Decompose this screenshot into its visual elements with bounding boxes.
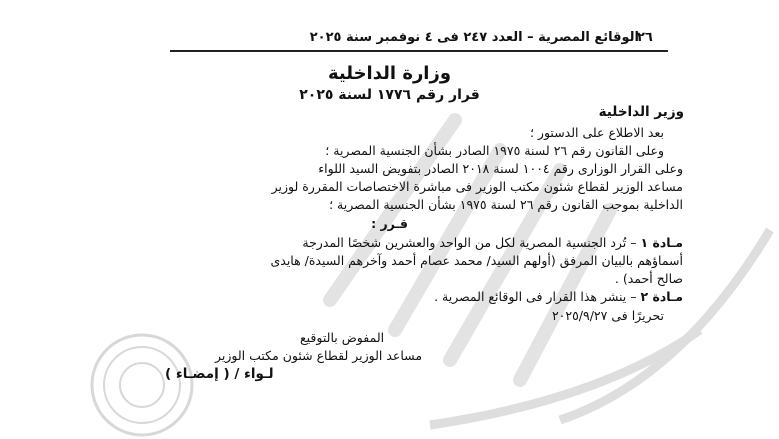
ministry-title: وزارة الداخلية — [327, 63, 452, 84]
header-rule — [170, 50, 668, 52]
decree-number: قرار رقم ١٧٧٦ لسنة ٢٠٢٥ — [299, 87, 480, 103]
preamble-line: وعلى القرار الوزارى رقم ١٠٠٤ لسنة ٢٠١٨ الصادر بتفويض السيد اللواء — [318, 161, 683, 176]
signature-signed: لـواء / ( إمضـاء ) — [165, 366, 274, 382]
signature-delegate: المفوض بالتوقيع — [300, 330, 385, 345]
page-number: ٢٦ — [637, 30, 653, 45]
article-1-line: صالح أحمد) . — [614, 271, 683, 286]
article-1-label: مـادة ١ — [640, 235, 683, 250]
article-1-first-line — [302, 235, 683, 251]
article-2-line — [434, 289, 683, 305]
decides-heading: قـرر : — [371, 216, 408, 231]
issuer-heading: وزير الداخلية — [598, 104, 684, 120]
article-1-line: أسماؤهم بالبيان المرفق (أولهم السيد/ محمد عصام أحمد وآخرهم السيدة/ هايدى — [270, 253, 683, 268]
article-1-text: – تُرد الجنسية المصرية لكل من الواحد والعشرين شخصًا المدرجة — [302, 235, 637, 250]
gazette-header-title: الوقائع المصرية – العدد ٢٤٧ فى ٤ نوفمبر سنة ٢٠٢٥ — [309, 30, 639, 45]
article-2-text: – ينشر هذا القرار فى الوقائع المصرية . — [434, 289, 637, 304]
preamble-line: وعلى القانون رقم ٢٦ لسنة ١٩٧٥ الصادر بشأن الجنسية المصرية ؛ — [325, 143, 664, 158]
article-2-label: مـادة ٢ — [640, 289, 683, 304]
issue-date: تحريرًا فى ٢٠٢٥/٩/٢٧ — [551, 308, 664, 323]
preamble-line: الداخلية بموجب القانون رقم ٢٦ لسنة ١٩٧٥ بشأن الجنسية المصرية ؛ — [329, 197, 683, 212]
signature-position: مساعد الوزير لقطاع شئون مكتب الوزير — [215, 348, 423, 363]
preamble-line: بعد الاطلاع على الدستور ؛ — [529, 125, 664, 140]
preamble-line: مساعد الوزير لقطاع شئون مكتب الوزير فى مباشرة الاختصاصات المقررة لوزير — [271, 179, 683, 194]
